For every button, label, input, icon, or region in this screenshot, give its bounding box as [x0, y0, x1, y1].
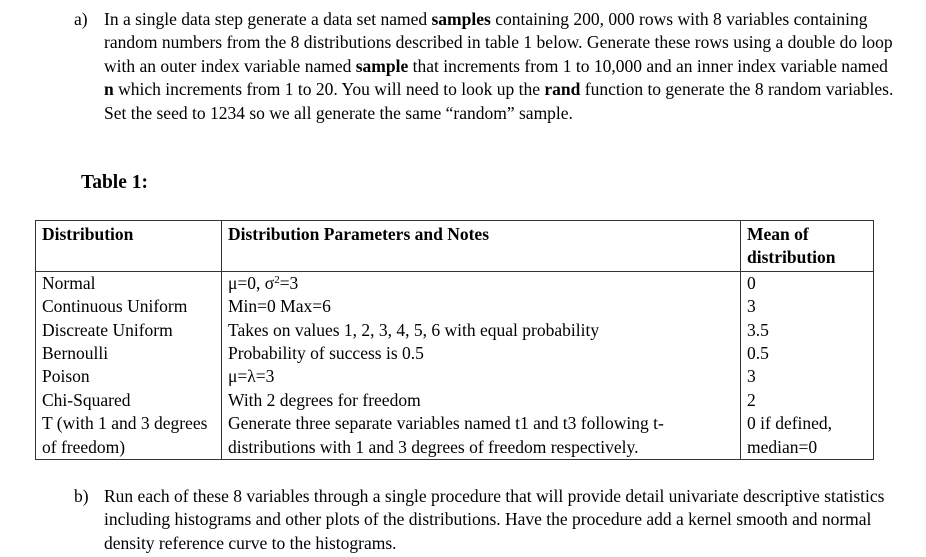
table-row: [36, 295, 874, 318]
question-a-seg: In a single data step generate a data set named: [104, 9, 432, 29]
question-a-bold: sample: [355, 55, 409, 76]
question-a-seg: that increments from 1 to 10,000 and an inner index variable named: [408, 55, 888, 76]
cell-mean: 0 if defined, median=0: [741, 412, 874, 459]
question-b-label: b): [74, 486, 89, 506]
cell-mean: 3.5: [741, 319, 874, 342]
cell-mean: 0.5: [741, 342, 874, 365]
cell-mean: 2: [741, 389, 874, 412]
cell-distribution: Bernoulli: [36, 342, 222, 365]
question-a-bold: n: [104, 79, 114, 100]
header-mean: Mean of distribution: [741, 221, 874, 272]
table-row: [36, 365, 874, 388]
table-header-row: [36, 221, 874, 272]
header-distribution: Distribution: [36, 221, 222, 272]
cell-distribution: Discreate Uniform: [36, 319, 222, 342]
header-parameters: Distribution Parameters and Notes: [222, 221, 741, 272]
cell-mean: 0: [741, 271, 874, 295]
cell-parameters: Min=0 Max=6: [222, 295, 741, 318]
cell-param-superscript: 2: [274, 273, 280, 286]
cell-mean: 3: [741, 295, 874, 318]
cell-parameters: Generate three separate variables named t1 and t3 following t-distributions with 1 and 3 degrees of freedom respectively.: [222, 412, 741, 459]
cell-parameters: With 2 degrees for freedom: [222, 389, 741, 412]
table-row: [36, 342, 874, 365]
question-a-bold: rand: [544, 79, 581, 100]
question-a-seg: function to generate the 8 random variables. Set the seed to 1234 so we all generate the same “random” sample.: [104, 79, 894, 123]
cell-parameters: Probability of success is 0.5: [222, 342, 741, 365]
question-a-text: [104, 8, 894, 125]
cell-param-text: μ=0, σ: [228, 272, 275, 293]
cell-mean: 3: [741, 365, 874, 388]
question-a-bold: samples: [431, 9, 491, 29]
cell-distribution: T (with 1 and 3 degrees of freedom): [36, 412, 222, 459]
table-row: [36, 271, 874, 295]
table-row: [36, 412, 874, 459]
distribution-table: [35, 220, 874, 460]
cell-parameters: Takes on values 1, 2, 3, 4, 5, 6 with equal probability: [222, 319, 741, 342]
table-row: [36, 319, 874, 342]
question-a-seg: which increments from 1 to 20. You will need to look up the: [113, 79, 545, 100]
question-a-label: a): [74, 9, 88, 29]
cell-distribution: Poison: [36, 365, 222, 388]
cell-distribution: Chi-Squared: [36, 389, 222, 412]
question-a-seg: containing 200, 000 rows with 8 variables containing random numbers from the 8 distributions described in table 1 below. Generate these rows using a double do loop with an outer index variable named: [104, 9, 893, 76]
cell-param-text-post: =3: [279, 272, 299, 293]
cell-parameters: μ=λ=3: [222, 365, 741, 388]
cell-parameters: [222, 271, 741, 295]
question-b-text: Run each of these 8 variables through a single procedure that will provide detail univariate descriptive statistics including histograms and other plots of the distributions. Have the procedure add a kernel smooth and normal density reference curve to the histograms.: [104, 486, 885, 553]
table-row: [36, 389, 874, 412]
cell-distribution: Normal: [36, 271, 222, 295]
cell-distribution: Continuous Uniform: [36, 295, 222, 318]
table-title: Table 1:: [81, 172, 149, 193]
